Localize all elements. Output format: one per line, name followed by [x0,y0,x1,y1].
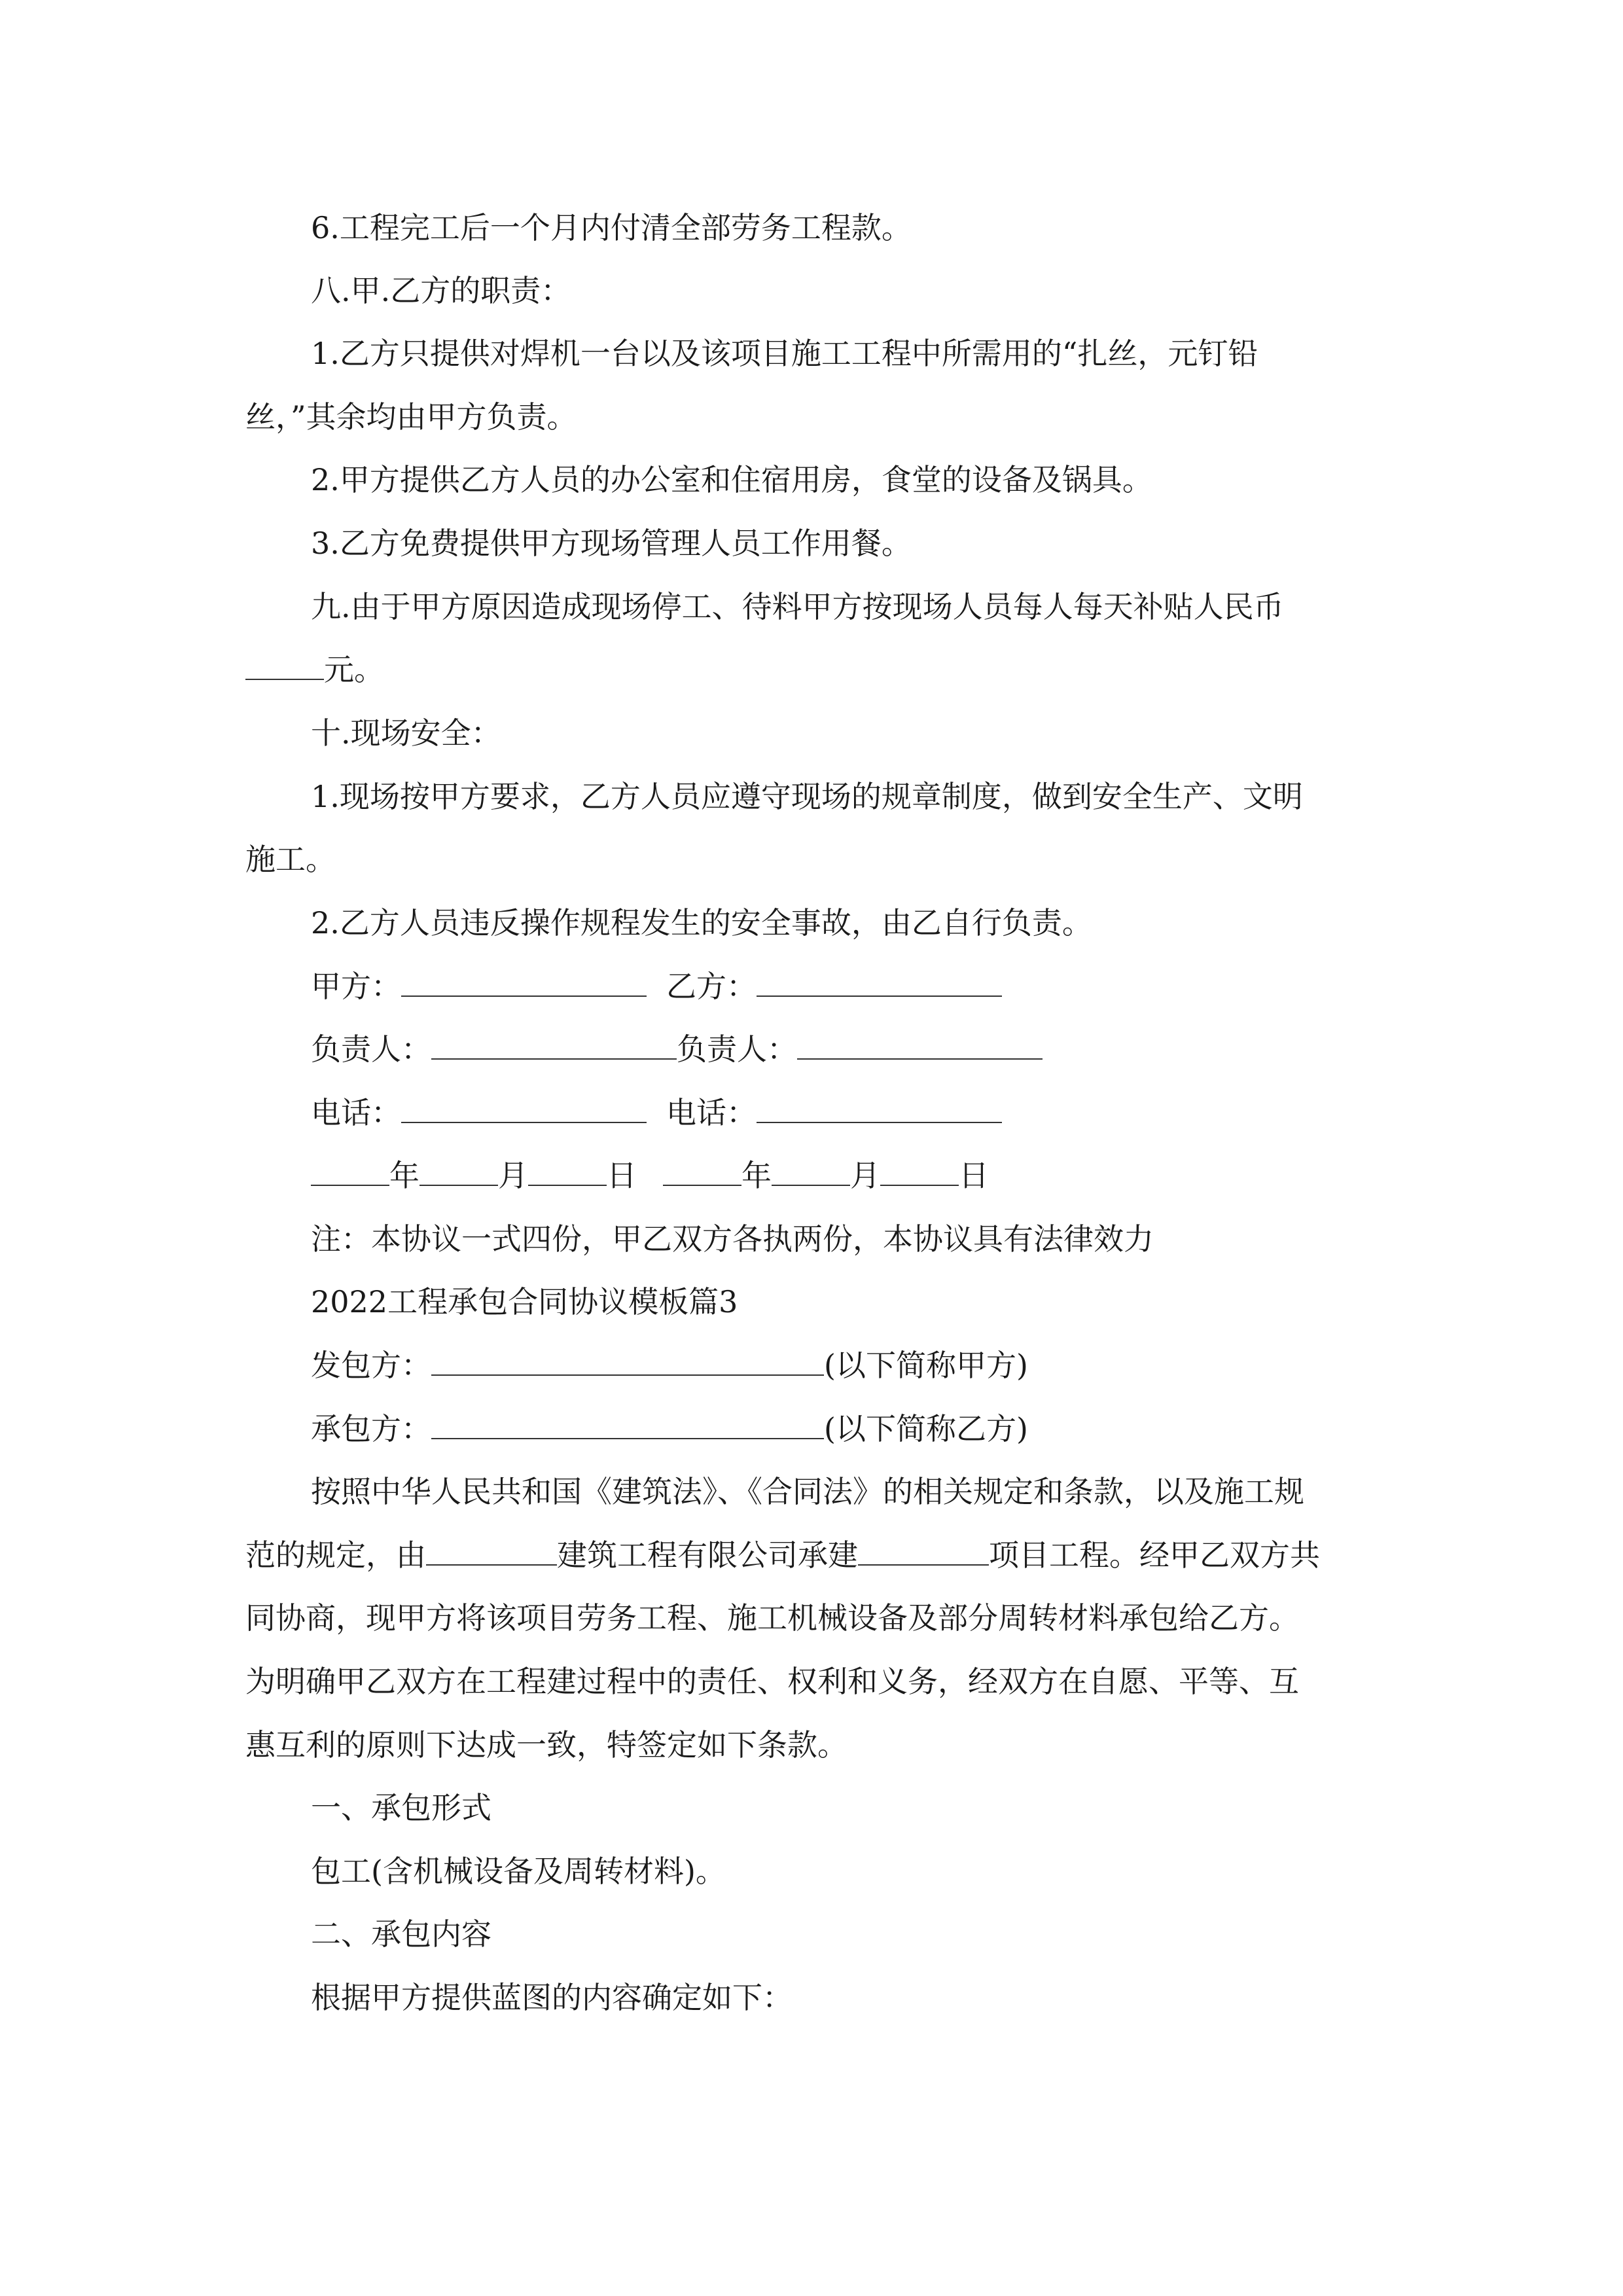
section-heading: 八.甲.乙方的职责： [311,273,571,308]
signature-row-party: 甲方： 乙方： [311,967,1002,1006]
section-heading: 一、承包形式 [311,1790,491,1825]
party-a-blank [401,969,647,997]
note: 注：本协议一式四份，甲乙双方各执两份，本协议具有法律效力 [311,1221,1154,1257]
text-line: 2.乙方人员违反操作规程发生的安全事故，由乙自行负责。 [311,905,1092,941]
section-heading: 十.现场安全： [311,715,501,751]
text-line: 元。 [245,650,384,689]
text-line: 九.由于甲方原因造成现场停工、待料甲方按现场人员每人每天补贴人民币 [311,589,1284,624]
section-title: 2022工程承包合同协议模板篇3 [311,1284,738,1319]
issuer-blank [431,1348,824,1376]
text-line: 根据甲方提供蓝图的内容确定如下： [311,1980,793,2015]
text-line: 2.甲方提供乙方人员的办公室和住宿用房，食堂的设备及锅具。 [311,462,1152,497]
paragraph-line: 同协商，现甲方将该项目劳务工程、施工机械设备及部分周转材料承包给乙方。 [245,1600,1299,1636]
signature-row-manager: 负责人： 负责人： [311,1030,1043,1069]
text-line: 1.乙方只提供对焊机一台以及该项目施工工程中所需用的“扎丝，元钉铅 [311,336,1258,371]
contractor-blank [431,1412,824,1439]
paragraph-line: 为明确甲乙双方在工程建过程中的责任、权利和义务，经双方在自愿、平等、互 [245,1664,1299,1699]
party-b-blank [757,969,1002,997]
manager-a-blank [431,1032,677,1060]
text-line: 丝，”其余均由甲方负责。 [245,399,577,435]
manager-b-blank [797,1032,1043,1060]
paragraph-line: 范的规定，由 建筑工程有限公司承建 项目工程。经甲乙双方共 [245,1537,1320,1573]
paragraph-line: 惠互利的原则下达成一致，特签定如下条款。 [245,1727,847,1763]
paragraph-line: 按照中华人民共和国《建筑法》、《合同法》的相关规定和条款，以及施工规 [311,1474,1304,1509]
text-line: 6.工程完工后一个月内付清全部劳务工程款。 [311,210,912,245]
text-line: 施工。 [245,842,336,877]
text-line: 包工(含机械设备及周转材料)。 [311,1854,726,1889]
blank-line [245,653,324,680]
contractor-row: 承包方： (以下简称乙方) [311,1411,1028,1446]
signature-row-phone: 电话： 电话： [311,1093,1002,1132]
signature-row-date: 年 月 日 年 月 日 [311,1156,989,1195]
issuer-row: 发包方： (以下简称甲方) [311,1348,1028,1383]
section-heading: 二、承包内容 [311,1916,491,1952]
phone-b-blank [757,1096,1002,1123]
phone-a-blank [401,1096,647,1123]
text-line: 1.现场按甲方要求，乙方人员应遵守现场的规章制度，做到安全生产、文明 [311,779,1303,814]
text-line: 3.乙方免费提供甲方现场管理人员工作用餐。 [311,526,912,561]
